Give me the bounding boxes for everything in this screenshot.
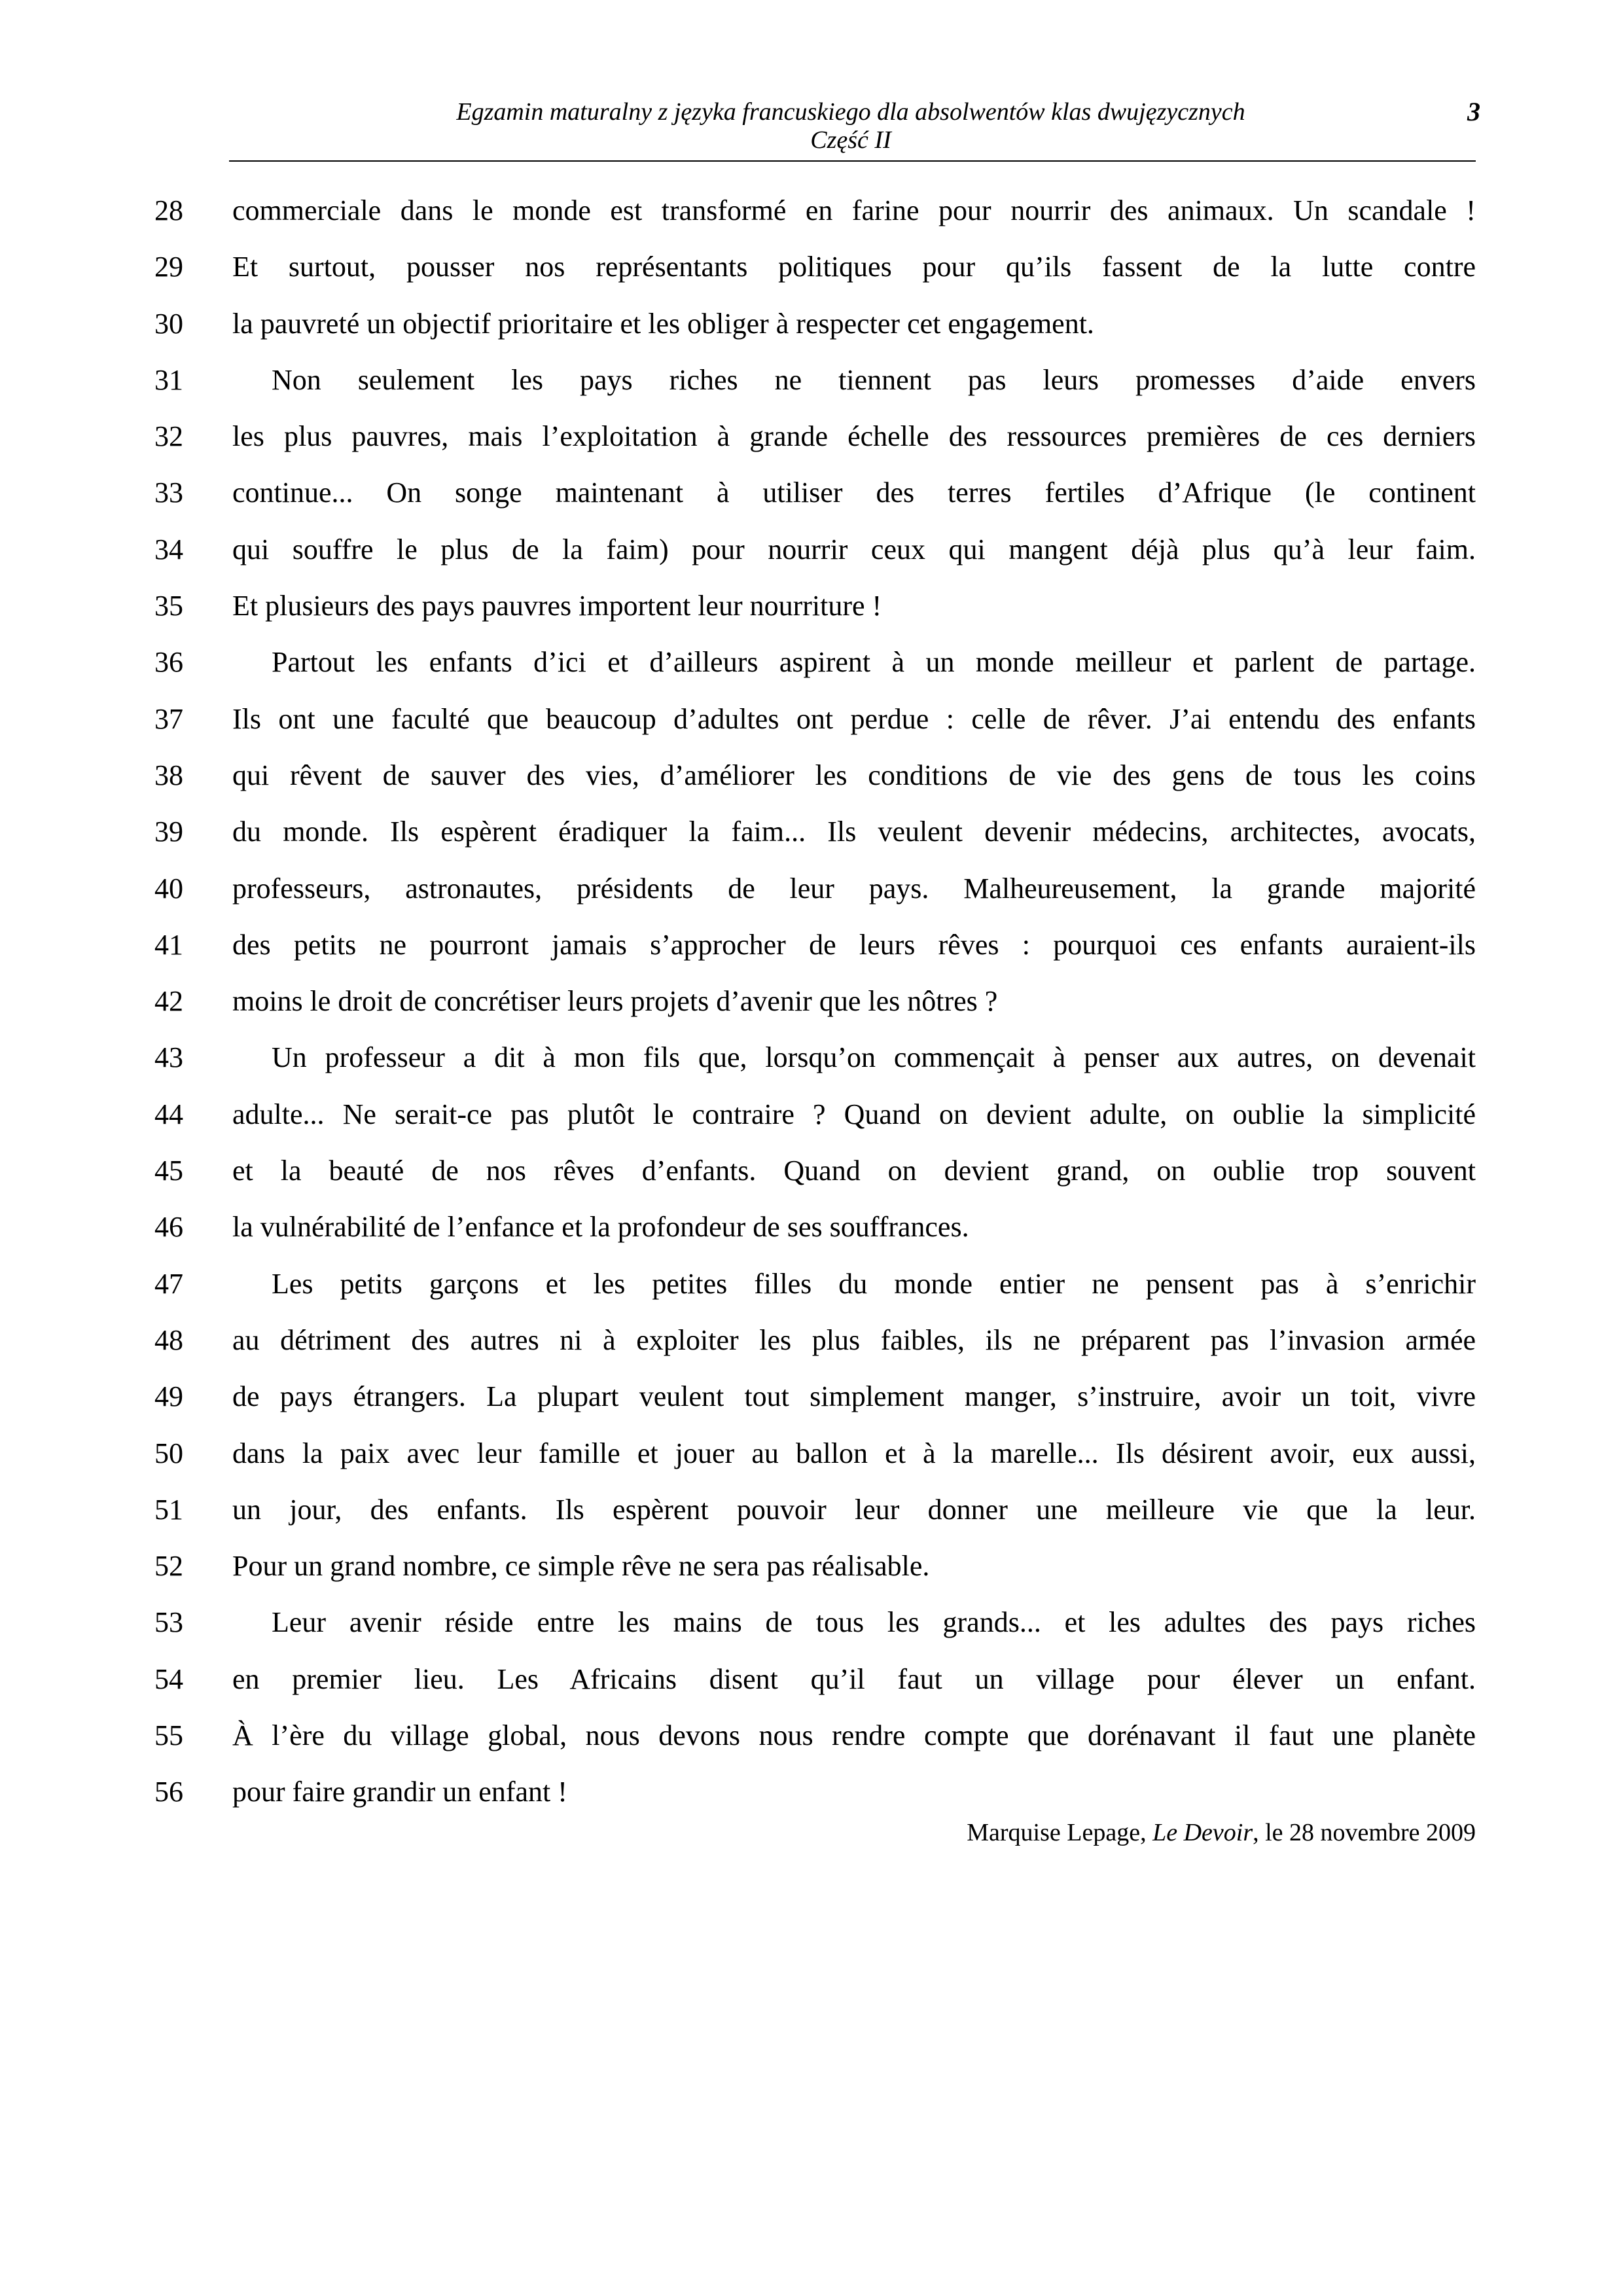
- source-date: , le 28 novembre 2009: [1253, 1819, 1476, 1846]
- line-number: 46: [154, 1211, 183, 1244]
- line-text: dans la paix avec leur famille et jouer au ballon et à la marelle... Ils désirent avoir, eux aussi,: [232, 1437, 1476, 1469]
- source-citation: [967, 1816, 1476, 1849]
- page-header: [229, 97, 1480, 160]
- source-journal: Le Devoir: [1152, 1819, 1253, 1846]
- line-number: 38: [154, 759, 183, 791]
- line-text: qui rêvent de sauver des vies, d’améliorer les conditions de vie des gens de tous les coins: [232, 759, 1476, 791]
- text-line: [131, 756, 1476, 812]
- line-number: 51: [154, 1493, 183, 1526]
- line-text: professeurs, astronautes, présidents de leur pays. Malheureusement, la grande majorité: [232, 872, 1476, 905]
- text-line: [131, 1095, 1476, 1151]
- line-number: 44: [154, 1098, 183, 1130]
- line-number: 41: [154, 928, 183, 961]
- line-text: au détriment des autres ni à exploiter les plus faibles, ils ne préparent pas l’invasion armée: [232, 1323, 1476, 1356]
- line-number: 30: [154, 307, 183, 340]
- line-number: 50: [154, 1437, 183, 1469]
- text-line: [131, 586, 1476, 643]
- text-line: [131, 643, 1476, 699]
- text-line: [131, 982, 1476, 1038]
- text-line: [131, 417, 1476, 473]
- line-number: 56: [154, 1776, 183, 1808]
- line-text: continue... On songe maintenant à utiliser des terres fertiles d’Afrique (le continent: [232, 476, 1476, 509]
- line-number: 55: [154, 1719, 183, 1752]
- text-line: [131, 1660, 1476, 1716]
- line-text: un jour, des enfants. Ils espèrent pouvoir leur donner une meilleure vie que la leur.: [232, 1493, 1476, 1526]
- text-line: [131, 1038, 1476, 1094]
- line-number: 53: [154, 1606, 183, 1639]
- line-text: des petits ne pourront jamais s’approcher de leurs rêves : pourquoi ces enfants auraient-ils: [232, 928, 1476, 961]
- line-text: Et plusieurs des pays pauvres importent leur nourriture !: [232, 590, 882, 622]
- line-number: 42: [154, 985, 183, 1018]
- line-number: 45: [154, 1155, 183, 1187]
- line-text: la pauvreté un objectif prioritaire et les obliger à respecter cet engagement.: [232, 307, 1094, 340]
- line-text: Leur avenir réside entre les mains de tous les grands... et les adultes des pays riches: [272, 1606, 1476, 1639]
- text-line: [131, 1716, 1476, 1772]
- line-text: et la beauté de nos rêves d’enfants. Quand on devient grand, on oublie trop souvent: [232, 1155, 1476, 1187]
- line-text: la vulnérabilité de l’enfance et la profondeur de ses souffrances.: [232, 1211, 969, 1244]
- text-line: [131, 530, 1476, 586]
- text-line: [131, 1377, 1476, 1433]
- line-text: qui souffre le plus de la faim) pour nourrir ceux qui mangent déjà plus qu’à leur faim.: [232, 533, 1476, 565]
- line-text: moins le droit de concrétiser leurs projets d’avenir que les nôtres ?: [232, 985, 998, 1018]
- line-number: 40: [154, 872, 183, 905]
- line-number: 35: [154, 590, 183, 622]
- text-line: [131, 473, 1476, 529]
- line-number: 37: [154, 702, 183, 735]
- text-line: [131, 1490, 1476, 1547]
- line-text: Un professeur a dit à mon fils que, lorsqu’on commençait à penser aux autres, on devenait: [272, 1041, 1476, 1074]
- line-number: 43: [154, 1041, 183, 1074]
- line-number: 29: [154, 251, 183, 283]
- line-text: Non seulement les pays riches ne tiennent pas leurs promesses d’aide envers: [272, 363, 1476, 396]
- article-text: [131, 191, 1476, 1829]
- text-line: [131, 1208, 1476, 1264]
- line-number: 36: [154, 646, 183, 679]
- text-line: [131, 1603, 1476, 1659]
- line-number: 34: [154, 533, 183, 565]
- source-author: Marquise Lepage,: [967, 1819, 1153, 1846]
- text-line: [131, 1265, 1476, 1321]
- text-line: [131, 304, 1476, 361]
- line-text: du monde. Ils espèrent éradiquer la faim... Ils veulent devenir médecins, architectes, avocats,: [232, 816, 1476, 848]
- text-line: [131, 1434, 1476, 1490]
- line-number: 47: [154, 1267, 183, 1300]
- text-line: [131, 869, 1476, 925]
- line-number: 33: [154, 476, 183, 509]
- line-text: Les petits garçons et les petites filles du monde entier ne pensent pas à s’enrichir: [272, 1267, 1476, 1300]
- text-line: [131, 812, 1476, 869]
- line-text: pour faire grandir un enfant !: [232, 1776, 567, 1808]
- line-text: À l’ère du village global, nous devons nous rendre compte que dorénavant il faut une planète: [232, 1719, 1476, 1752]
- line-text: Ils ont une faculté que beaucoup d’adultes ont perdue : celle de rêver. J’ai entendu des enfants: [232, 702, 1476, 735]
- line-number: 49: [154, 1380, 183, 1413]
- line-text: Et surtout, pousser nos représentants politiques pour qu’ils fassent de la lutte contre: [232, 251, 1476, 283]
- line-text: Pour un grand nombre, ce simple rêve ne sera pas réalisable.: [232, 1550, 930, 1583]
- text-line: [131, 191, 1476, 247]
- text-line: [131, 361, 1476, 417]
- exam-part: Część II: [810, 126, 891, 154]
- text-line: [131, 247, 1476, 304]
- text-line: [131, 1547, 1476, 1603]
- line-text: les plus pauvres, mais l’exploitation à grande échelle des ressources premières de ces derniers: [232, 420, 1476, 453]
- page-number: 3: [1467, 97, 1480, 126]
- line-text: en premier lieu. Les Africains disent qu’il faut un village pour élever un enfant.: [232, 1662, 1476, 1695]
- line-text: commerciale dans le monde est transformé en farine pour nourrir des animaux. Un scandale !: [232, 194, 1476, 226]
- text-line: [131, 925, 1476, 982]
- line-number: 52: [154, 1550, 183, 1583]
- line-text: de pays étrangers. La plupart veulent tout simplement manger, s’instruire, avoir un toit, vivre: [232, 1380, 1476, 1413]
- line-number: 39: [154, 816, 183, 848]
- header-divider: [229, 160, 1476, 162]
- text-line: [131, 700, 1476, 756]
- exam-title: Egzamin maturalny z języka francuskiego dla absolwentów klas dwujęzycznych: [456, 98, 1245, 126]
- line-number: 31: [154, 363, 183, 396]
- line-number: 54: [154, 1662, 183, 1695]
- line-number: 28: [154, 194, 183, 226]
- text-line: [131, 1321, 1476, 1377]
- line-text: Partout les enfants d’ici et d’ailleurs aspirent à un monde meilleur et parlent de partage.: [272, 646, 1476, 679]
- line-number: 48: [154, 1323, 183, 1356]
- line-number: 32: [154, 420, 183, 453]
- line-text: adulte... Ne serait-ce pas plutôt le contraire ? Quand on devient adulte, on oublie la simplicité: [232, 1098, 1476, 1130]
- text-line: [131, 1151, 1476, 1208]
